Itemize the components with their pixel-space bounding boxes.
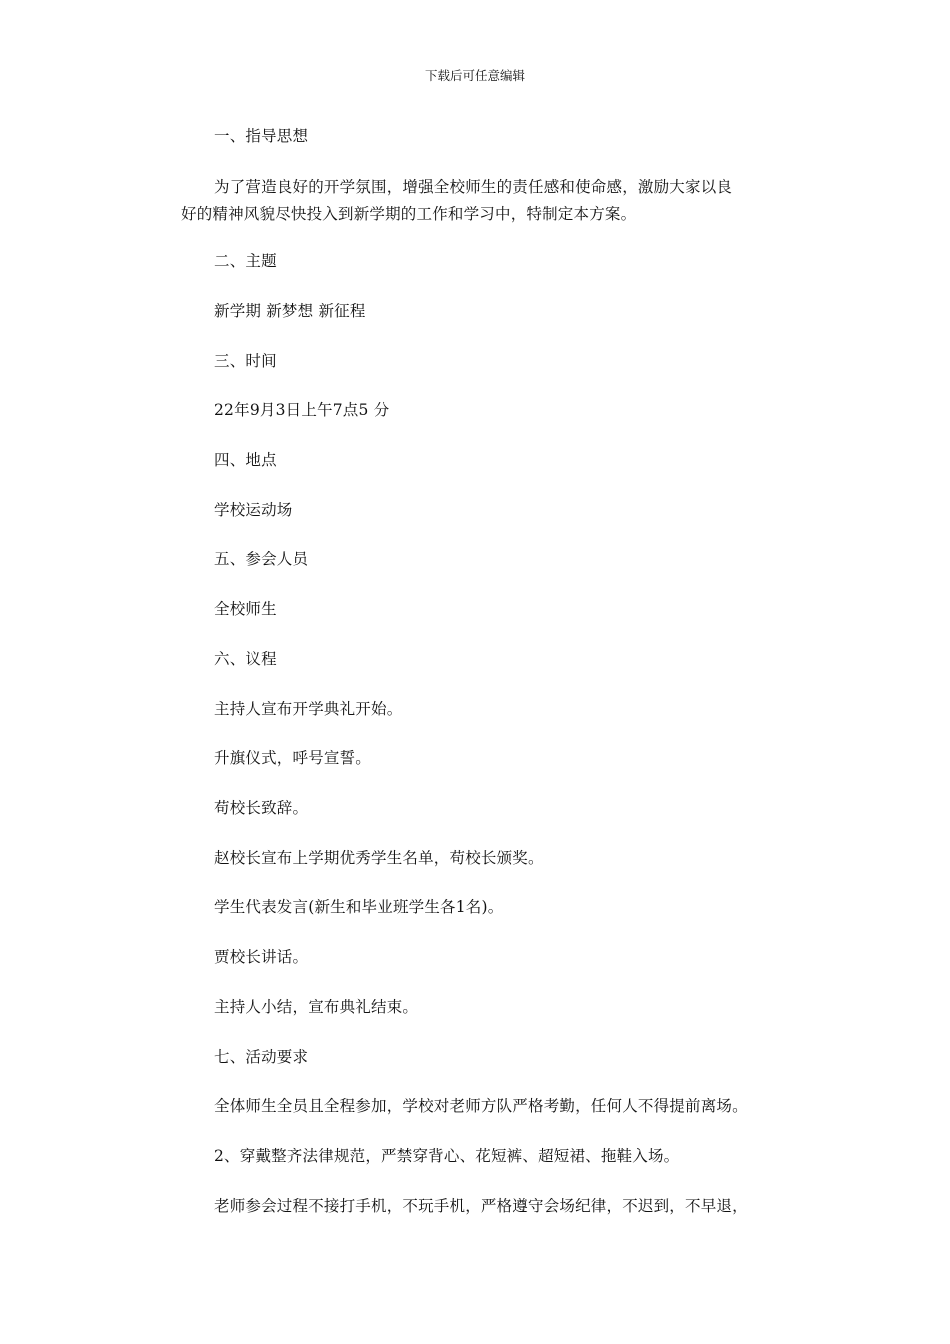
page-header: 下载后可任意编辑 <box>424 68 525 83</box>
theme-text: 新学期 新梦想 新征程 <box>214 302 366 320</box>
time-text: 22年9月3日上午7点5 分 <box>214 401 390 419</box>
section-heading-guiding-thought: 一、指导思想 <box>214 127 309 145</box>
section-heading-requirements: 七、活动要求 <box>214 1048 309 1066</box>
section-heading-theme: 二、主题 <box>214 252 277 270</box>
requirement-item: 2、穿戴整齐法律规范，严禁穿背心、花短裤、超短裙、拖鞋入场。 <box>214 1147 680 1165</box>
agenda-item: 主持人小结，宣布典礼结束。 <box>214 998 419 1016</box>
agenda-item: 升旗仪式，呼号宣誓。 <box>214 749 372 767</box>
attendees-text: 全校师生 <box>214 600 277 618</box>
section-heading-location: 四、地点 <box>214 451 277 469</box>
section-heading-time: 三、时间 <box>214 352 277 370</box>
paragraph-line: 好的精神风貌尽快投入到新学期的工作和学习中，特制定本方案。 <box>181 205 637 223</box>
agenda-item: 赵校长宣布上学期优秀学生名单，苟校长颁奖。 <box>214 849 544 867</box>
paragraph-line: 为了营造良好的开学氛围，增强全校师生的责任感和使命感，激励大家以良 <box>214 178 733 196</box>
requirement-item: 老师参会过程不接打手机，不玩手机，严格遵守会场纪律，不迟到，不早退， <box>214 1197 748 1215</box>
agenda-item: 苟校长致辞。 <box>214 799 309 817</box>
section-heading-attendees: 五、参会人员 <box>214 550 309 568</box>
agenda-item: 主持人宣布开学典礼开始。 <box>214 700 403 718</box>
location-text: 学校运动场 <box>214 501 293 519</box>
section-heading-agenda: 六、议程 <box>214 650 277 668</box>
agenda-item: 贾校长讲话。 <box>214 948 309 966</box>
agenda-item: 学生代表发言(新生和毕业班学生各1名)。 <box>214 898 504 916</box>
requirement-item: 全体师生全员且全程参加，学校对老师方队严格考勤，任何人不得提前离场。 <box>214 1097 748 1115</box>
